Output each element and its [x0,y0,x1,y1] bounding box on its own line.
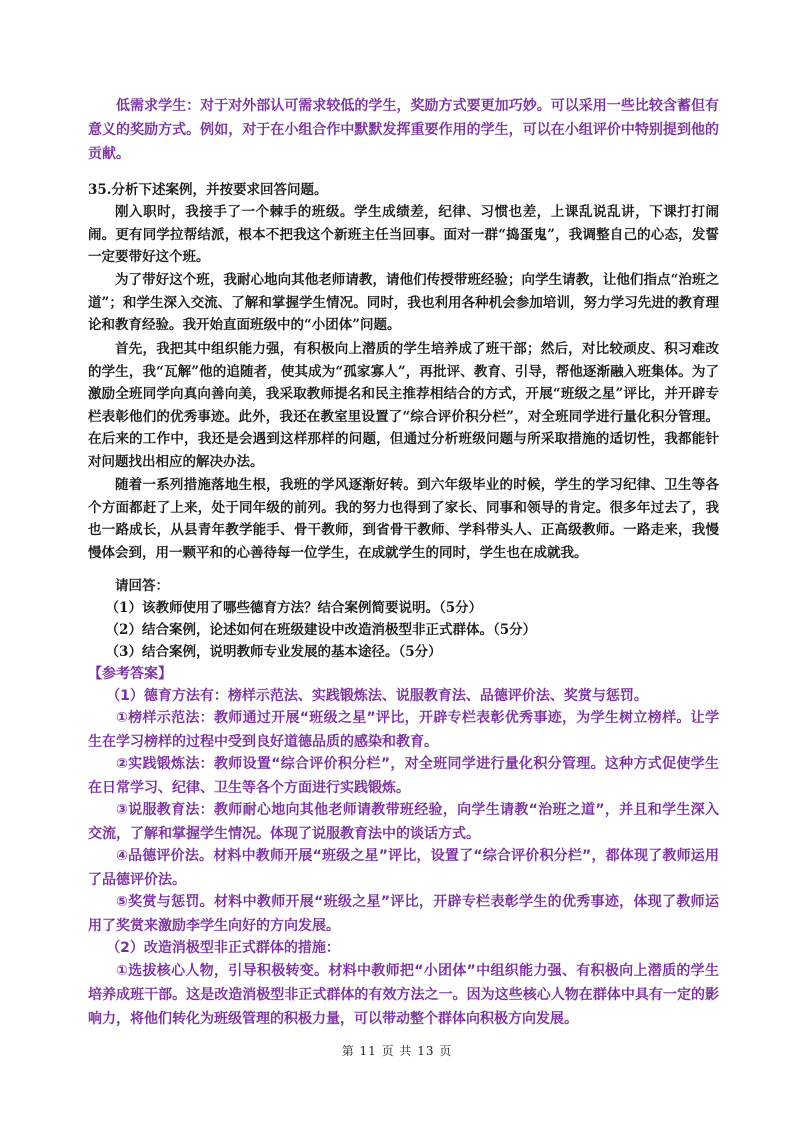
sub-question-2: （2）结合案例，论述如何在班级建设中改造消极型非正式群体。（5分） [105,622,537,638]
answer-paragraph-4: ③说服教育法：教师耐心地向其他老师请教带班经验，向学生请教“治班之道”，并且和学生深入交流，了解和掌握学生情况。体现了说服教育法中的谈话方式。 [88,802,719,842]
intro-paragraph: 低需求学生：对于对外部认可需求较低的学生，奖励方式要更加巧妙。可以采用一些比较含蓄但有意义的奖励方式。例如，对于在小组合作中默默发挥重要作用的学生，可以在小组评价中特别提到他的贡献。 [88,98,719,162]
answer-paragraph-5: ④品德评价法。材料中教师开展“班级之星”评比，设置了“综合评价积分栏”，都体现了教师运用了品德评价法。 [88,848,719,888]
answer-paragraph-8: ①选拔核心人物，引导积极转变。材料中教师把“小团体”中组织能力强、有积极向上潜质的学生培养成班干部。这是改造消极型非正式群体的有效方法之一。因为这些核心人物在群体中具有一定的影响力，将他们转化为班级管理的积极力量，可以带动整个群体向积极方向发展。 [88,963,719,1027]
sub-question-1: （1）该教师使用了哪些德育方法？结合案例简要说明。（5分） [105,600,483,616]
question-title: 35.分析下述案例，并按要求回答问题。 [88,182,328,198]
answer-paragraph-1: （1）德育方法有：榜样示范法、实践锻炼法、说服教育法、品德评价法、奖赏与惩罚。 [106,688,648,704]
sub-question-3: （3）结合案例，说明教师专业发展的基本途径。（5分） [105,644,442,660]
answer-paragraph-3: ②实践锻炼法：教师设置“综合评价积分栏”，对全班同学进行量化积分管理。这种方式促使学生在日常学习、纪律、卫生等各个方面进行实践锻炼。 [88,756,719,796]
case-paragraph-1: 刚入职时，我接手了一个棘手的班级。学生成绩差，纪律、习惯也差，上课乱说乱讲，下课打打闹闹。更有同学拉帮结派，根本不把我这个新班主任当回事。面对一群“捣蛋鬼”，我调整自己的心态，发誓一定要带好这个班。 [88,204,719,266]
answer-paragraph-2: ①榜样示范法：教师通过开展“班级之星”评比，开辟专栏表彰优秀事迹，为学生树立榜样。让学生在学习榜样的过程中受到良好道德品质的感染和教育。 [88,710,719,750]
answer-paragraph-7: （2）改造消极型非正式群体的措施： [106,940,340,956]
answer-header: 【参考答案】 [88,666,172,682]
case-paragraph-4: 随着一系列措施落地生根，我班的学风逐渐好转。到六年级毕业的时候，学生的学习纪律、卫生等各个方面都赶了上来，处于同年级的前列。我的努力也得到了家长、同事和领导的肯定。很多年过去了，我也一路成长，从县青年教学能手、骨干教师，到省骨干教师、学科带头人、正高级教师。一路走来，我慢慢体会到，用一颗平和的心善待每一位学生，在成就学生的同时，学生也在成就我。 [88,477,719,561]
page-footer: 第 11 页 共 13 页 [341,1044,453,1058]
answer-paragraph-6: ⑤奖赏与惩罚。材料中教师开展“班级之星”评比，开辟专栏表彰学生的优秀事迹，体现了教师运用了奖赏来激励李学生向好的方向发展。 [88,894,719,934]
case-paragraph-3: 首先，我把其中组织能力强，有积极向上潜质的学生培养成了班干部；然后，对比较顽皮、积习难改的学生，我“瓦解”他的追随者，使其成为“孤家寡人”，再批评、教育、引导，帮他逐渐融入班集体。为了激励全班同学向真向善向美，我采取教师提名和民主推荐相结合的方式，开展“班级之星”评比，并开辟专栏表彰他们的优秀事迹。此外，我还在教室里设置了“综合评价积分栏”，对全班同学进行量化积分管理。在后来的工作中，我还是会遇到这样那样的问题，但通过分析班级问题与所采取措施的适切性，我都能针对问题找出相应的解决办法。 [88,341,719,470]
case-paragraph-2: 为了带好这个班，我耐心地向其他老师请教，请他们传授带班经验；向学生请教，让他们指点“治班之道”；和学生深入交流、了解和掌握学生情况。同时，我也利用各种机会参加培训，努力学习先进的教育理论和教育经验。我开始直面班级中的“小团体”问题。 [88,272,719,334]
question-prompt: 请回答： [115,578,169,594]
